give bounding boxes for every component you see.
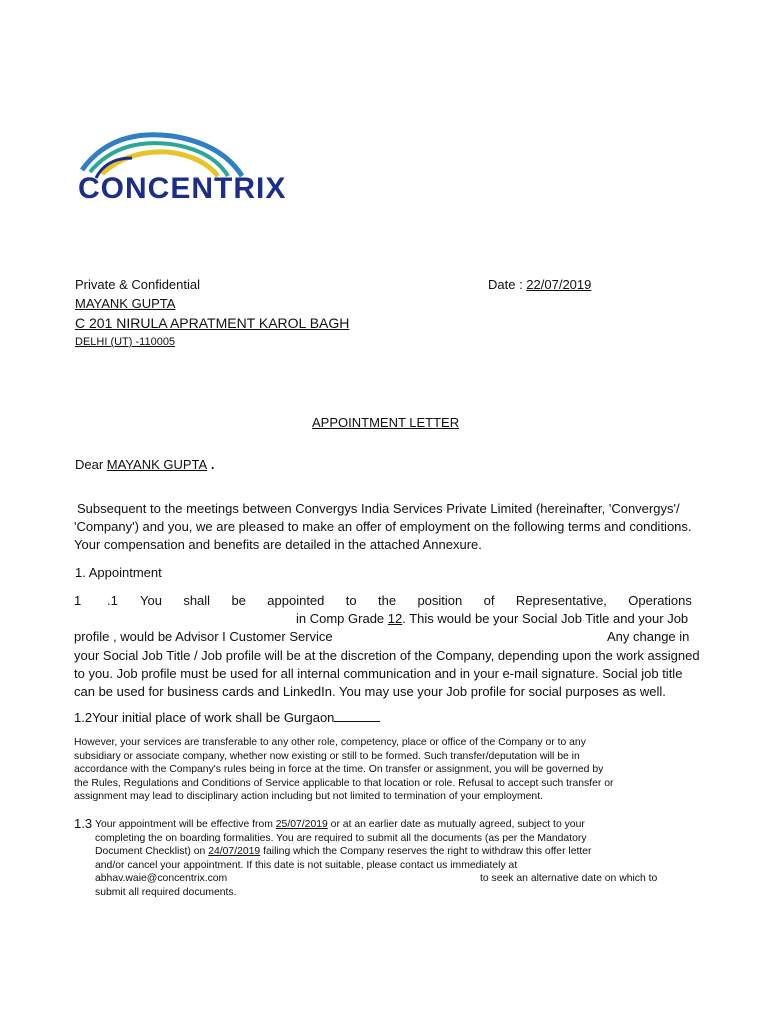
- date-value: 22/07/2019: [526, 277, 592, 292]
- grade-prefix: in Comp Grade: [296, 611, 388, 626]
- transfer-line: subsidiary or associate company, whether now existing or still to be formed. Such transfer/deputation will be in: [74, 750, 580, 762]
- blank-underline: [334, 709, 380, 722]
- clause-word: the: [378, 593, 397, 608]
- clause-word: Representative,: [515, 593, 607, 608]
- clause-word: appointed: [267, 593, 325, 608]
- clause-1-1-first-line: [140, 593, 692, 608]
- clause-word: position: [417, 593, 463, 608]
- clause-line: your Social Job Title / Job profile will be at the discretion of the Company, depending upon the work assigned: [74, 648, 700, 663]
- grade-suffix: . This would be your Social Job Title and your Job: [402, 611, 689, 626]
- transfer-line: accordance with the Company's rules being in force at the time. On transfer or assignment, you will be governed by: [74, 764, 604, 775]
- deadline-date: 24/07/2019: [208, 846, 261, 857]
- intro-line: Subsequent to the meetings between Convergys India Services Private Limited (hereinafter, 'Convergys'/: [77, 501, 680, 516]
- clause-word: shall: [183, 593, 211, 608]
- salutation-suffix: .: [207, 457, 215, 472]
- transfer-line: the Rules, Regulations and Conditions of Service applicable to that location or role. Refusal to accept such transfer or: [74, 777, 614, 789]
- clause-word: to: [345, 593, 357, 608]
- clause-1-3-line: [95, 845, 592, 859]
- clause-word: be: [231, 593, 246, 608]
- intro-line: 'Company') and you, we are pleased to make an offer of employment on the following terms and conditions.: [74, 519, 692, 534]
- effective-date: 25/07/2019: [275, 819, 328, 830]
- salutation-prefix: Dear: [75, 457, 107, 472]
- clause-1-3-line: to seek an alternative date on which to: [480, 873, 658, 884]
- date-line: [488, 277, 591, 292]
- contact-email: abhav.waie@concentrix.com: [95, 873, 228, 884]
- clause-1-2-text: Your initial place of work shall be Gurgaon: [92, 710, 335, 725]
- clause-number-part: .1: [107, 593, 118, 608]
- concentrix-logo: [72, 128, 372, 218]
- clause-1-3-line: completing the on boarding formalities. You are required to submit all the documents (as per the Mandatory: [95, 832, 587, 844]
- clause-1-2: [74, 709, 380, 725]
- clause-1-3-line: and/or cancel your appointment. If this date is not suitable, please contact us immediately at: [95, 859, 518, 871]
- clause-word: You: [140, 593, 162, 608]
- addressee-address-line1: C 201 NIRULA APRATMENT KAROL BAGH: [75, 315, 350, 331]
- addressee-address-line2: DELHI (UT) -110005: [75, 336, 176, 348]
- job-profile-text: profile , would be Advisor I Customer Service: [74, 629, 333, 644]
- clause-number: 1.3: [74, 816, 93, 831]
- logo-wordmark: CONCENTRIX: [78, 172, 287, 205]
- intro-line: Your compensation and benefits are detailed in the attached Annexure.: [74, 537, 482, 552]
- clause-word: of: [483, 593, 495, 608]
- clause-1-3-line: [95, 818, 585, 832]
- salutation: [75, 457, 214, 472]
- clause-text: failing which the Company reserves the right to withdraw this offer letter: [260, 846, 592, 857]
- addressee-name: MAYANK GUPTA: [75, 296, 176, 311]
- salutation-name: MAYANK GUPTA: [106, 457, 208, 472]
- any-change-text: Any change in: [607, 629, 690, 644]
- clause-text: Document Checklist) on: [95, 846, 209, 857]
- transfer-line: assignment may lead to disciplinary action including but not limited to termination of your employment.: [74, 791, 543, 802]
- grade-value: 12: [387, 611, 403, 626]
- intro-paragraph: [74, 500, 690, 556]
- clause-line: can be used for business cards and LinkedIn. You may use your Job profile for social purposes as well.: [74, 684, 666, 699]
- clause-1-3-line: submit all required documents.: [95, 886, 237, 898]
- clause-text: Your appointment will be effective from: [95, 819, 276, 830]
- date-label: Date :: [488, 277, 527, 292]
- clause-text: or at an earlier date as mutually agreed, subject to your: [327, 819, 585, 830]
- clause-line: to you. Job profile must be used for all internal communication and in your e-mail signature. Social job title: [74, 666, 683, 681]
- clause-1-1-grade-line: [296, 611, 688, 626]
- page-title: APPOINTMENT LETTER: [312, 415, 460, 430]
- section-heading: 1. Appointment: [75, 565, 162, 580]
- clause-word: Operations: [628, 593, 692, 608]
- clause-1-1-body: [74, 647, 700, 701]
- clause-number: 1.2: [74, 710, 93, 725]
- confidential-label: Private & Confidential: [75, 277, 201, 292]
- transfer-paragraph: [74, 736, 692, 806]
- transfer-line: However, your services are transferable to any other role, competency, place or office of the Company or to any: [74, 737, 586, 748]
- clause-number-part: 1: [74, 593, 82, 608]
